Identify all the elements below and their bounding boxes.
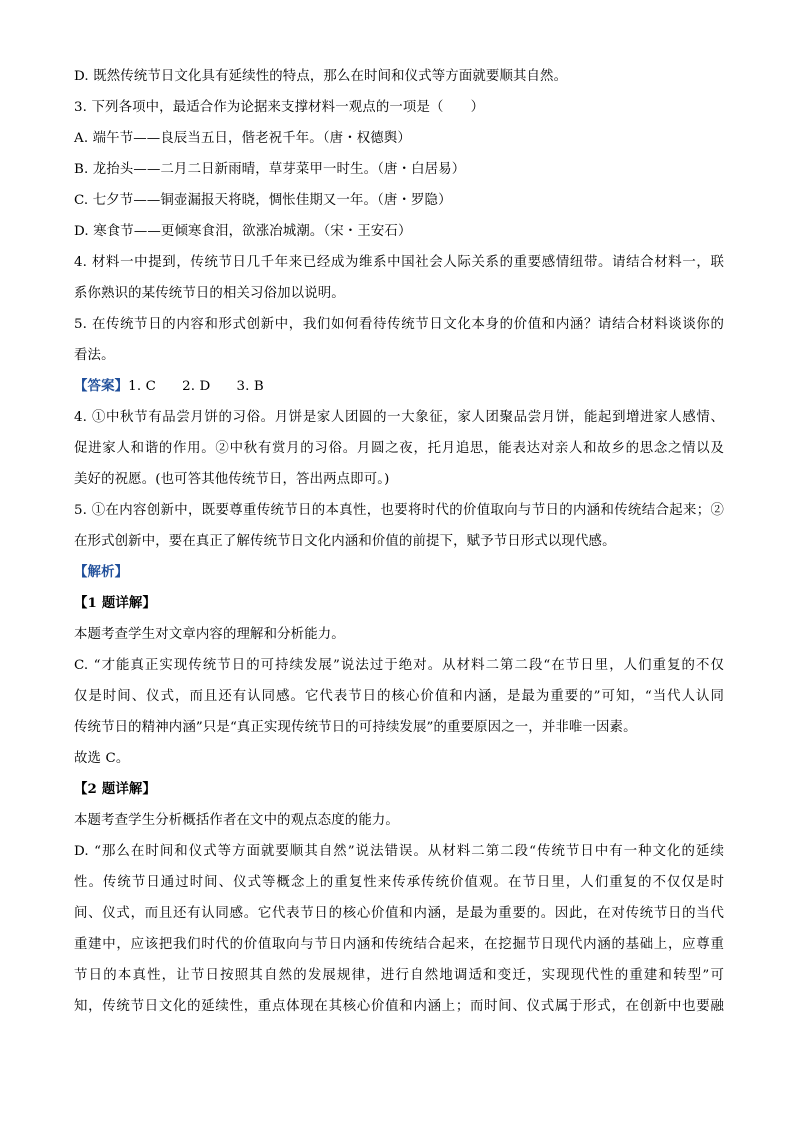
q2-detail-intro: 本题考查学生分析概括作者在文中的观点态度的能力。 [74,813,399,828]
q2-detail-line-5: 节日的本真性，让节日按照其自然的发展规律，进行自然地调适和变迁，实现现代性的重建和转型”可 [74,968,724,983]
q1-detail-intro: 本题考查学生对文章内容的理解和分析能力。 [74,627,345,642]
analysis-heading [74,557,724,588]
q1-detail-line-1: C. “才能真正实现传统节日的可持续发展”说法过于绝对。从材料二第二段“在节日里，人们重复的不仅 [74,658,724,673]
q2-detail-line-1: D. “那么在时间和仪式等方面就要顺其自然”说法错误。从材料二第二段“传统节日中有一种文化的延续 [74,844,724,859]
option-a-q3: A. 端午节——良辰当五日，偕老祝千年。（唐・权德舆） [74,131,411,146]
q1-detail-line-3: 传统节日的精神内涵”只是“真正实现传统节日的可持续发展”的重要原因之一，并非唯一因素。 [74,720,637,735]
q2-detail-tag: 【2 题详解】 [74,781,156,797]
q2-detail-line-4: 重建中，应该把我们时代的价值取向与节日内涵和传统结合起来，在挖掘节日现代内涵的基础上，应尊重 [74,937,724,952]
answer-4-line-3: 美好的祝愿。(也可答其他传统节日，答出两点即可。) [74,472,390,487]
answer-5-line-2: 在形式创新中，要在真正了解传统节日文化内涵和价值的前提下，赋予节日形式以现代感。 [74,534,616,549]
answer-1: 1. C [128,379,157,394]
answer-5-line-1: 5. ①在内容创新中，既要尊重传统节日的本真性，也要将时代的价值取向与节日的内涵和传统结合起来；② [74,503,724,518]
answer-tag: 【答案】 [74,378,129,394]
question-5-line-2: 看法。 [74,348,115,363]
question-4-line-1: 4. 材料一中提到，传统节日几千年来已经成为维系中国社会人际关系的重要感情纽带。请结合材料一，联 [74,255,724,270]
answer-line [74,371,724,402]
q2-detail-line-3: 间、仪式，而且还有认同感。它代表节日的核心价值和内涵，是最为重要的。因此，在对传统节日的当代 [74,906,724,921]
q2-detail-heading [74,774,724,805]
answer-4-line-1: 4. ①中秋节有品尝月饼的习俗。月饼是家人团圆的一大象征，家人团聚品尝月饼，能起到增进家人感情、 [74,410,724,425]
option-d-q3: D. 寒食节——更倾寒食泪，欲涨冶城潮。（宋・王安石） [74,224,412,239]
question-4-line-2: 系你熟识的某传统节日的相关习俗加以说明。 [74,286,345,301]
q1-detail-line-2: 仅是时间、仪式，而且还有认同感。它代表节日的核心价值和内涵，是最为重要的”可知，“当代人认同 [74,689,724,704]
answer-2: 2. D [182,379,211,394]
q1-detail-heading [74,588,724,619]
q1-choice: 故选 C。 [74,751,130,766]
option-b-q3: B. 龙抬头——二月二日新雨晴，草芽菜甲一时生。（唐・白居易） [74,162,466,177]
answer-4-line-2: 促进家人和谐的作用。②中秋有赏月的习俗。月圆之夜，托月追思，能表达对亲人和故乡的思念之情以及 [74,441,724,456]
question-3: 3. 下列各项中，最适合作为论据来支撑材料一观点的一项是（ ） [74,100,485,115]
option-c-q3: C. 七夕节——铜壶漏报天将晓，惆怅佳期又一年。（唐・罗隐） [74,193,452,208]
question-5-line-1: 5. 在传统节日的内容和形式创新中，我们如何看待传统节日文化本身的价值和内涵？请结合材料谈谈你的 [74,317,724,332]
q2-detail-line-6: 知，传统节日文化的延续性，重点体现在其核心价值和内涵上；而时间、仪式属于形式，在创新中也要融 [74,999,724,1014]
option-d-q2: D. 既然传统节日文化具有延续性的特点，那么在时间和仪式等方面就要顺其自然。 [74,69,568,84]
answer-3: 3. B [236,379,264,394]
q2-detail-line-2: 性。传统节日通过时间、仪式等概念上的重复性来传承传统价值观。在节日里，人们重复的不仅仅是时 [74,875,724,890]
analysis-tag: 【解析】 [74,564,129,580]
q1-detail-tag: 【1 题详解】 [74,595,156,611]
document-body [74,61,724,1022]
